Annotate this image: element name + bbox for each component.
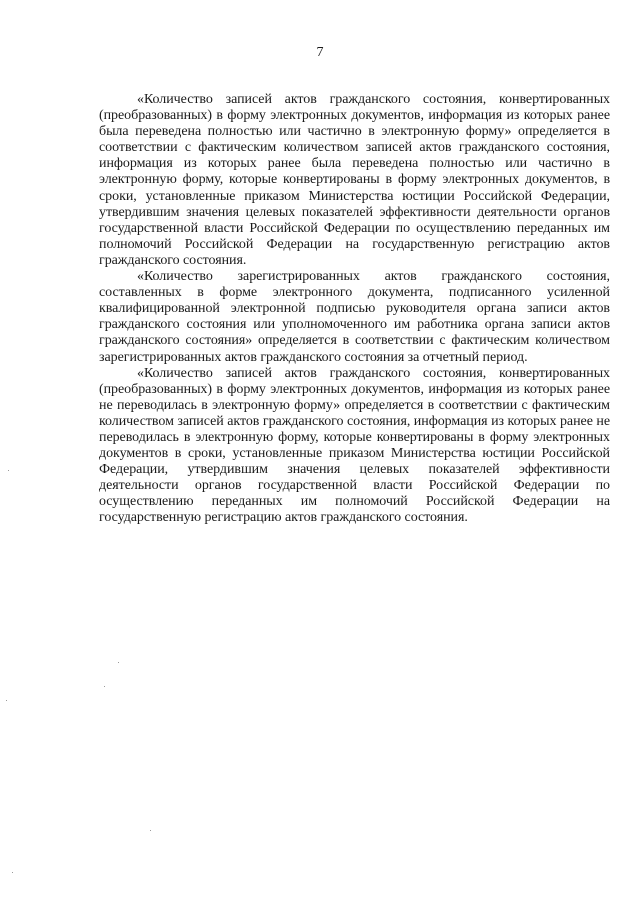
paragraph-registered-electronic-acts: «Количество зарегистрированных актов гражданского состояния, составленных в форме электронного документа, подписанного усиленной квалифицированной электронной подписью руководителя органа записи актов гражданского состояния или уполномоченного им работника органа записи актов гражданского состояния» определяется в соответствии с фактическим количеством зарегистрированных актов гражданского состояния за отчетный период. bbox=[99, 269, 610, 365]
scan-speck bbox=[118, 662, 119, 663]
scan-speck bbox=[8, 470, 9, 471]
paragraph-converted-records-new: «Количество записей актов гражданского состояния, конвертированных (преобразованных) в форму электронных документов, информация из которых ранее не переводилась в электронную форму» определяется в соответствии с фактическим количеством записей актов гражданского состояния, информация из которых ранее не переводилась в электронную форму, которые конвертированы в форму электронных документов в сроки, установленные приказом Министерства юстиции Российской Федерации, утвердившим значения целевых показателей эффективности деятельности органов государственной власти Российской Федерации по осуществлению переданных им полномочий Российской Федерации на государственную регистрацию актов гражданского состояния. bbox=[99, 365, 610, 526]
page-number: 7 bbox=[316, 45, 324, 60]
scan-speck bbox=[12, 872, 13, 873]
scan-speck bbox=[150, 830, 151, 831]
scan-speck bbox=[6, 700, 7, 701]
scan-speck bbox=[104, 686, 105, 687]
paragraph-converted-records-partial: «Количество записей актов гражданского состояния, конвертированных (преобразованных) в форму электронных документов, информация из которых ранее была переведена полностью или частично в электронную форму» определяется в соответствии с фактическим количеством записей актов гражданского состояния, информация из которых ранее была переведена полностью или частично в электронную форму, которые конвертированы в форму электронных документов, в сроки, установленные приказом Министерства юстиции Российской Федерации, утвердившим значения целевых показателей эффективности деятельности органов государственной власти Российской Федерации по осуществлению переданных им полномочий Российской Федерации на государственную регистрацию актов гражданского состояния. bbox=[99, 92, 610, 268]
document-body bbox=[99, 92, 610, 527]
